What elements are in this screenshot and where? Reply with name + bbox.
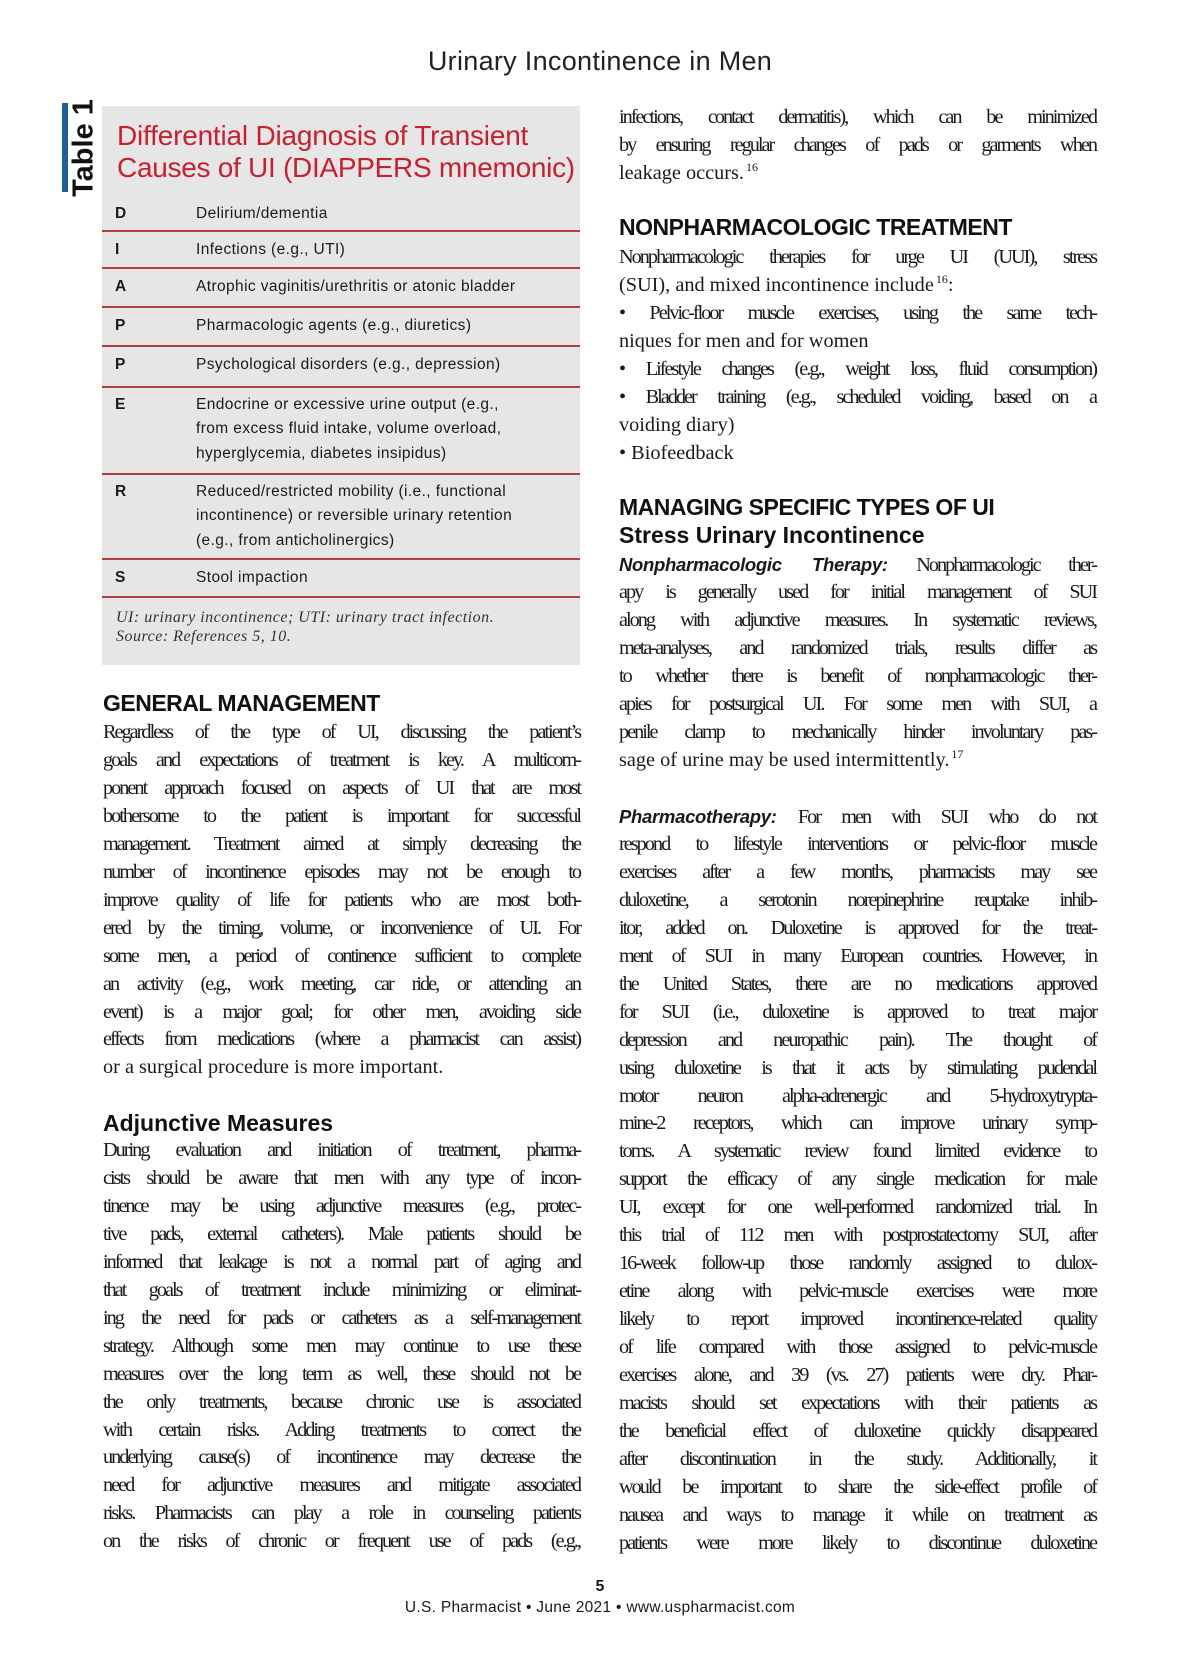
- text-line: [619, 607, 1096, 635]
- table-row: [102, 196, 580, 232]
- adjunctive-measures-body: [103, 1137, 580, 1556]
- line-text: • Lifestyle changes (e.g., weight loss, fluid consumption): [619, 357, 1096, 380]
- line-text: itor, added on. Duloxetine is approved for the treat-: [619, 916, 1096, 939]
- table-footnote: [116, 608, 494, 646]
- line-text: respond to lifestyle interventions or pelvic-floor muscle: [619, 832, 1096, 855]
- footer-text: U.S. Pharmacist • June 2021 • www.uspharmacist.com: [404, 1599, 796, 1616]
- table-title-line: Causes of UI (DIAPPERS mnemonic): [117, 152, 575, 183]
- line-text: sage of urine may be used intermittently.: [619, 748, 950, 771]
- text-line: [103, 1528, 580, 1556]
- line-text: ing the need for pads or catheters as a self-management: [103, 1306, 580, 1329]
- text-line: [619, 635, 1096, 663]
- line-text: ered by the timing, volume, or inconvenience of UI. For: [103, 916, 580, 939]
- line-text: 16-week follow-up those randomly assigned to dulox-: [619, 1252, 1096, 1275]
- line-text: UI, except for one well-performed randomized trial. In: [619, 1196, 1096, 1219]
- description-line: Reduced/restricted mobility (i.e., functional: [196, 483, 507, 500]
- text-line: [619, 1083, 1096, 1111]
- text-line: [103, 1137, 580, 1165]
- text-line: [103, 1361, 580, 1389]
- text-line: [103, 1333, 580, 1361]
- line-text: of life compared with those assigned to pelvic-muscle: [619, 1336, 1096, 1359]
- text-line: [619, 384, 1096, 412]
- line-text: underlying cause(s) of incontinence may decrease the: [103, 1446, 580, 1469]
- text-line: [619, 1222, 1096, 1250]
- mnemonic-letter: E: [115, 396, 126, 413]
- text-line: [619, 440, 1096, 468]
- text-line: [103, 1054, 580, 1082]
- description-line: (e.g., from anticholinergics): [196, 531, 395, 549]
- text-line: [103, 971, 580, 999]
- line-text: along with adjunctive measures. In systematic reviews,: [619, 608, 1096, 631]
- line-text: bothersome to the patient is important for successful: [103, 804, 580, 827]
- mnemonic-letter: P: [115, 317, 126, 334]
- table-row: [102, 269, 580, 308]
- description-line: Pharmacologic agents (e.g., diuretics): [196, 317, 472, 334]
- line-text: this trial of 112 men with postprostatectomy SUI, after: [619, 1224, 1096, 1247]
- diappers-table: [102, 106, 580, 665]
- line-text: toms. A systematic review found limited evidence to: [619, 1140, 1096, 1163]
- text-line: [103, 887, 580, 915]
- line-text: for SUI (i.e., duloxetine is approved to treat major: [619, 1000, 1096, 1023]
- line-text: need for adjunctive measures and mitigate associated: [103, 1474, 580, 1497]
- line-text: informed that leakage is not a normal part of aging and: [103, 1250, 580, 1273]
- general-management-body: [103, 719, 580, 1082]
- text-line: [103, 1500, 580, 1528]
- heading-managing-specific-types: MANAGING SPECIFIC TYPES OF UI: [619, 494, 995, 520]
- text-line: [619, 1474, 1096, 1502]
- text-line: [619, 887, 1096, 915]
- table-row: [102, 560, 580, 598]
- heading-adjunctive-measures: Adjunctive Measures: [103, 1110, 334, 1136]
- heading-nonpharmacologic-treatment: NONPHARMACOLOGIC TREATMENT: [619, 214, 1012, 240]
- line-text: strategy. Although some men may continue to use these: [103, 1334, 580, 1357]
- line-text: support the efficacy of any single medication for male: [619, 1168, 1096, 1191]
- description-line: hyperglycemia, diabetes insipidus): [196, 444, 447, 462]
- text-line: [103, 1472, 580, 1500]
- line-text: by ensuring regular changes of pads or garments when: [619, 133, 1096, 156]
- description-line: Stool impaction: [196, 569, 308, 586]
- mnemonic-description: [196, 566, 572, 590]
- text-line: [619, 300, 1096, 328]
- line-text: motor neuron alpha-adrenergic and 5-hydroxytrypta-: [619, 1084, 1096, 1107]
- reference-superscript: 16: [935, 271, 948, 286]
- mnemonic-description: [196, 238, 572, 262]
- text-line: [619, 859, 1096, 887]
- line-text: duloxetine, a serotonin norepinephrine reuptake inhib-: [619, 888, 1096, 911]
- text-line: [103, 1193, 580, 1221]
- line-text: tive pads, external catheters). Male patients should be: [103, 1222, 580, 1245]
- text-line: [619, 1306, 1096, 1334]
- heading-general-management: GENERAL MANAGEMENT: [103, 690, 380, 716]
- line-text: (SUI), and mixed incontinence include: [619, 273, 934, 296]
- line-text: voiding diary): [619, 413, 735, 436]
- line-text: number of incontinence episodes may not be enough to: [103, 860, 580, 883]
- table-row: [102, 347, 580, 388]
- line-text: For men with SUI who do not: [776, 806, 1096, 828]
- description-line: incontinence) or reversible urinary retention: [196, 507, 513, 525]
- mnemonic-letter: D: [115, 205, 127, 222]
- table-title: [117, 120, 577, 184]
- text-line: [619, 160, 1096, 188]
- text-line: [619, 1110, 1096, 1138]
- mnemonic-letter: A: [115, 278, 127, 295]
- line-text: Regardless of the type of UI, discussing the patient’s: [103, 721, 580, 743]
- text-line: [103, 1389, 580, 1417]
- nonpharmacologic-body: [619, 244, 1096, 468]
- sui-pharmacotherapy-body: [619, 803, 1096, 1558]
- line-text: effects from medications (where a pharmacist can assist): [103, 1028, 580, 1051]
- table-title-line: Differential Diagnosis of Transient: [117, 120, 529, 151]
- heading-stress-urinary-incontinence: Stress Urinary Incontinence: [619, 522, 925, 548]
- continued-paragraph: [619, 104, 1096, 188]
- reference-superscript: 17: [951, 746, 964, 761]
- line-text: • Biofeedback: [619, 441, 734, 464]
- table-row: [102, 388, 580, 475]
- mnemonic-description: [196, 202, 572, 226]
- line-text: using duloxetine is that it acts by stimulating pudendal: [619, 1056, 1096, 1079]
- line-text: depression and neuropathic pain). The thought of: [619, 1028, 1096, 1051]
- text-line: [103, 831, 580, 859]
- line-text: penile clamp to mechanically hinder involuntary pas-: [619, 720, 1096, 743]
- line-text: the beneficial effect of duloxetine quickly disappeared: [619, 1419, 1096, 1442]
- text-line: [103, 719, 580, 747]
- table-row: [102, 475, 580, 560]
- line-text: the United States, there are no medications approved: [619, 972, 1096, 995]
- line-text: macists should set expectations with their patients as: [619, 1392, 1096, 1415]
- running-head: Urinary Incontinence in Men: [427, 46, 773, 76]
- line-text: cists should be aware that men with any type of incon-: [103, 1166, 580, 1189]
- text-line: [619, 1250, 1096, 1278]
- text-line: [619, 551, 1096, 579]
- line-text-after: :: [947, 273, 954, 296]
- mnemonic-description: [196, 275, 572, 299]
- page-number: 5: [595, 1578, 605, 1595]
- description-line: Delirium/dementia: [196, 205, 328, 222]
- sui-nonpharmacologic-body: [619, 551, 1096, 775]
- description-line: Psychological disorders (e.g., depression): [196, 356, 501, 373]
- run-in-heading: Pharmacotherapy:: [619, 806, 777, 827]
- text-line: [103, 803, 580, 831]
- text-line: [103, 1221, 580, 1249]
- mnemonic-description: [196, 480, 572, 553]
- line-text: Nonpharmacologic ther-: [887, 554, 1096, 576]
- text-line: [619, 1362, 1096, 1390]
- footnote-line: Source: References 5, 10.: [116, 628, 292, 645]
- line-text: apy is generally used for initial management of SUI: [619, 580, 1096, 603]
- text-line: [103, 915, 580, 943]
- text-line: [619, 971, 1096, 999]
- line-text: apies for postsurgical UI. For some men with SUI, a: [619, 692, 1096, 715]
- text-line: [619, 328, 1096, 356]
- text-line: [103, 747, 580, 775]
- description-line: from excess fluid intake, volume overload,: [196, 420, 502, 438]
- text-line: [619, 719, 1096, 747]
- text-line: [619, 747, 1096, 775]
- table-row: [102, 308, 580, 347]
- text-line: [103, 1305, 580, 1333]
- description-line: Endocrine or excessive urine output (e.g.,: [196, 396, 499, 413]
- text-line: [619, 1418, 1096, 1446]
- line-text: after discontinuation in the study. Additionally, it: [619, 1447, 1096, 1470]
- line-text: likely to report improved incontinence-related quality: [619, 1308, 1096, 1331]
- line-text: mine-2 receptors, which can improve urinary symp-: [619, 1112, 1096, 1135]
- run-in-heading: Nonpharmacologic Therapy:: [619, 554, 888, 575]
- line-text: • Pelvic-floor muscle exercises, using the same tech-: [619, 301, 1096, 324]
- text-line: [619, 356, 1096, 384]
- text-line: [619, 943, 1096, 971]
- text-line: [619, 1530, 1096, 1558]
- text-line: [619, 1166, 1096, 1194]
- mnemonic-description: [196, 314, 572, 338]
- mnemonic-letter: S: [115, 569, 126, 586]
- line-text: event) is a major goal; for other men, avoiding side: [103, 1000, 580, 1023]
- line-text: to whether there is benefit of nonpharmacologic ther-: [619, 664, 1096, 687]
- line-text: leakage occurs.: [619, 161, 744, 184]
- line-text: tinence may be using adjunctive measures (e.g., protec-: [103, 1194, 580, 1217]
- text-line: [619, 579, 1096, 607]
- line-text: ponent approach focused on aspects of UI that are most: [103, 776, 580, 799]
- text-line: [619, 272, 1096, 300]
- mnemonic-letter: I: [115, 241, 120, 258]
- text-line: [619, 691, 1096, 719]
- line-text: an activity (e.g., work meeting, car ride, or attending an: [103, 972, 580, 995]
- text-line: [619, 831, 1096, 859]
- mnemonic-letter: P: [115, 356, 126, 373]
- line-text: with certain risks. Adding treatments to correct the: [103, 1418, 580, 1441]
- line-text: exercises alone, and 39 (vs. 27) patients were dry. Phar-: [619, 1364, 1096, 1387]
- text-line: [103, 1417, 580, 1445]
- line-text: on the risks of chronic or frequent use of pads (e.g.,: [103, 1530, 580, 1553]
- text-line: [619, 663, 1096, 691]
- text-line: [619, 1334, 1096, 1362]
- line-text: etine along with pelvic-muscle exercises were more: [619, 1280, 1096, 1303]
- table-row: [102, 232, 580, 269]
- line-text: would be important to share the side-effect profile of: [619, 1475, 1096, 1498]
- text-line: [619, 1390, 1096, 1418]
- text-line: [619, 132, 1096, 160]
- line-text: patients were more likely to discontinue duloxetine: [619, 1531, 1096, 1554]
- table-rows: [102, 196, 580, 598]
- reference-superscript: 16: [746, 159, 758, 174]
- line-text: improve quality of life for patients who are most both-: [103, 888, 580, 911]
- text-line: [103, 943, 580, 971]
- text-line: [103, 1026, 580, 1054]
- text-line: [619, 1194, 1096, 1222]
- line-text: exercises after a few months, pharmacists may see: [619, 860, 1096, 883]
- text-line: [103, 999, 580, 1027]
- table-label-text: Table 1: [67, 98, 100, 197]
- text-line: [619, 244, 1096, 272]
- line-text: niques for men and for women: [619, 329, 869, 352]
- text-line: [619, 1055, 1096, 1083]
- text-line: [103, 859, 580, 887]
- footnote-line: UI: urinary incontinence; UTI: urinary tract infection.: [116, 609, 495, 626]
- line-text: risks. Pharmacists can play a role in counseling patients: [103, 1502, 580, 1525]
- text-line: [619, 1278, 1096, 1306]
- text-line: [103, 1165, 580, 1193]
- line-text: infections, contact dermatitis), which can be minimized: [619, 106, 1096, 128]
- line-text: the only treatments, because chronic use is associated: [103, 1390, 580, 1413]
- line-text: that goals of treatment include minimizing or eliminat-: [103, 1278, 580, 1301]
- text-line: [103, 1444, 580, 1472]
- line-text: Nonpharmacologic therapies for urge UI (UUI), stress: [619, 246, 1096, 268]
- text-line: [619, 1138, 1096, 1166]
- mnemonic-description: [196, 353, 572, 377]
- text-line: [619, 104, 1096, 132]
- text-line: [619, 1446, 1096, 1474]
- text-line: [619, 1502, 1096, 1530]
- line-text: measures over the long term as well, these should not be: [103, 1362, 580, 1385]
- line-text: ment of SUI in many European countries. However, in: [619, 944, 1096, 967]
- line-text: management. Treatment aimed at simply decreasing the: [103, 832, 580, 855]
- line-text: or a surgical procedure is more important.: [103, 1056, 444, 1079]
- line-text: nausea and ways to manage it while on treatment as: [619, 1503, 1096, 1526]
- line-text: During evaluation and initiation of treatment, pharma-: [103, 1139, 580, 1161]
- table-label: [67, 98, 100, 197]
- text-line: [619, 1027, 1096, 1055]
- text-line: [103, 1249, 580, 1277]
- description-line: Atrophic vaginitis/urethritis or atonic bladder: [196, 278, 516, 295]
- text-line: [619, 999, 1096, 1027]
- text-line: [619, 412, 1096, 440]
- text-line: [619, 915, 1096, 943]
- text-line: [103, 1277, 580, 1305]
- line-text: meta-analyses, and randomized trials, results differ as: [619, 636, 1096, 659]
- text-line: [619, 803, 1096, 831]
- mnemonic-description: [196, 393, 572, 466]
- mnemonic-letter: R: [115, 483, 127, 500]
- text-line: [103, 775, 580, 803]
- description-line: Infections (e.g., UTI): [196, 241, 346, 258]
- line-text: some men, a period of continence sufficient to complete: [103, 944, 580, 967]
- line-text: • Bladder training (e.g., scheduled voiding, based on a: [619, 385, 1096, 408]
- line-text: goals and expectations of treatment is key. A multicom-: [103, 748, 580, 771]
